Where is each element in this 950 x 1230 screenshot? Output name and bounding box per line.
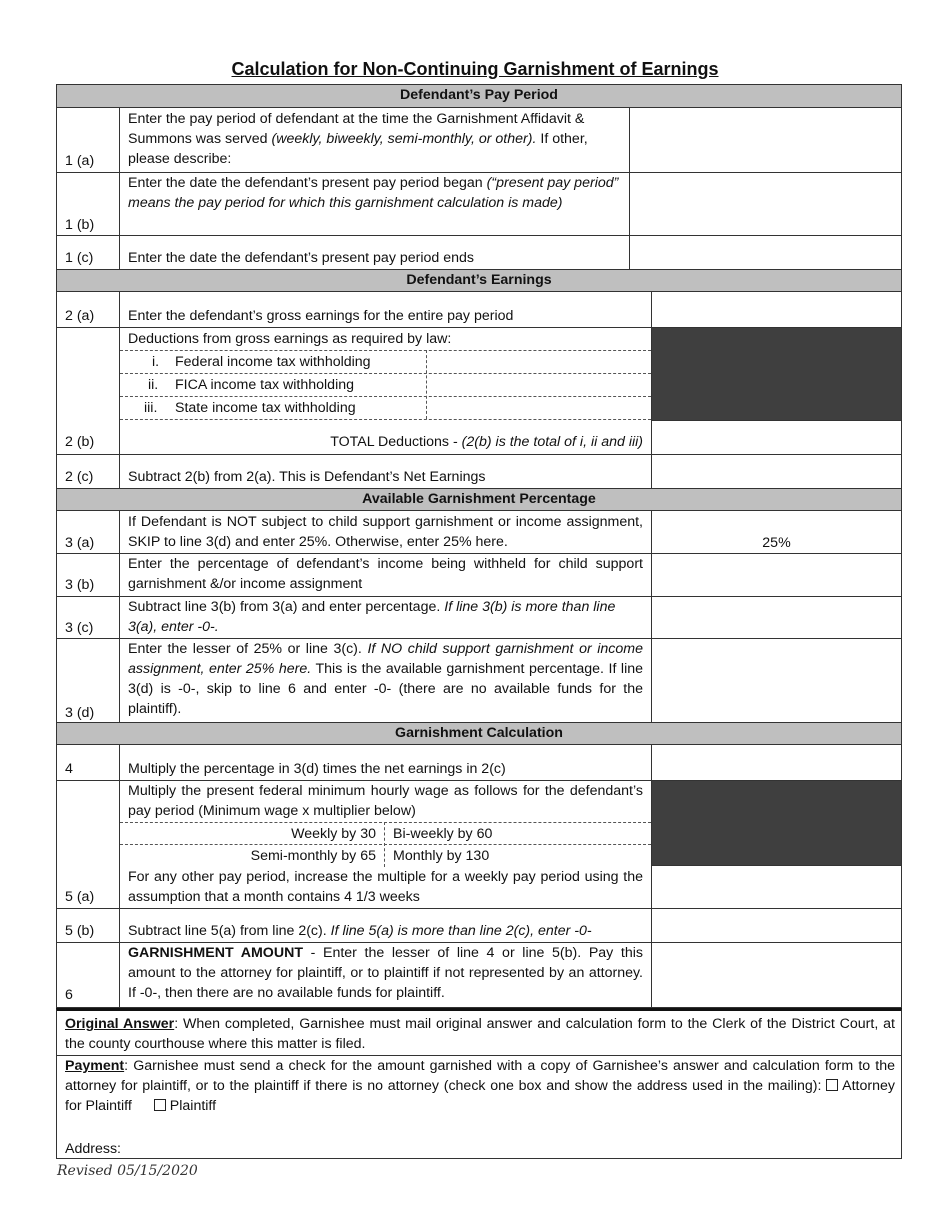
line-5b-answer[interactable] bbox=[652, 909, 901, 942]
section-calculation: Garnishment Calculation bbox=[57, 722, 901, 745]
shaded-cell bbox=[652, 781, 901, 865]
footer-instructions bbox=[56, 1008, 902, 1159]
line-3d-text: Enter the lesser of 25% or line 3(c). If NO child support garnishment or income assignment, enter 25% here. This is the available garnishment percentage. If line 3(d) is -0-, skip to line 6 and enter -0- (there are no available funds for the plaintiff). bbox=[128, 641, 644, 717]
plaintiff-option-label: Plaintiff bbox=[169, 1098, 217, 1114]
line-number: 3 (a) bbox=[65, 535, 95, 551]
semimonthly-multiplier: Semi-monthly by 65 bbox=[250, 848, 376, 864]
line-2b-text: TOTAL Deductions - (2(b) is the total of i, ii and iii) bbox=[330, 434, 643, 450]
line-4-answer[interactable] bbox=[652, 746, 901, 780]
line-3d-answer[interactable] bbox=[652, 639, 901, 722]
revised-date: Revised 05/15/2020 bbox=[57, 1163, 198, 1179]
deduction-fica-label: FICA income tax withholding bbox=[175, 377, 355, 393]
line-number: 6 bbox=[65, 987, 73, 1003]
line-6-text: GARNISHMENT AMOUNT - Enter the lesser of line 4 or line 5(b). Pay this amount to the attorney for plaintiff, or to plaintiff if not represented by an attorney. If -0-, then there are no available funds for plaintiff. bbox=[128, 945, 643, 1001]
line-3b-answer[interactable] bbox=[652, 554, 901, 596]
line-number: 1 (b) bbox=[65, 217, 95, 233]
attorney-option-label: Attorney for Plaintiff bbox=[65, 1078, 895, 1114]
line-2c-answer[interactable] bbox=[652, 455, 901, 488]
deductions-header: Deductions from gross earnings as required by law: bbox=[128, 331, 452, 347]
line-1a-answer[interactable] bbox=[630, 109, 901, 172]
deduction-state-answer[interactable] bbox=[427, 397, 651, 419]
line-2a-answer[interactable] bbox=[652, 293, 901, 327]
line-number: 2 (c) bbox=[65, 469, 94, 485]
line-number: 1 (c) bbox=[65, 250, 94, 266]
line-number: 1 (a) bbox=[65, 153, 95, 169]
section-pay-period: Defendant’s Pay Period bbox=[57, 85, 901, 108]
line-number: 4 bbox=[65, 761, 73, 777]
line-number: 5 (a) bbox=[65, 889, 95, 905]
deduction-federal-label: Federal income tax withholding bbox=[175, 354, 371, 370]
line-5a-answer[interactable] bbox=[652, 866, 901, 908]
line-5b-text: Subtract line 5(a) from line 2(c). If line 5(a) is more than line 2(c), enter -0- bbox=[128, 923, 592, 939]
line-number: 2 (b) bbox=[65, 434, 95, 450]
line-1c-answer[interactable] bbox=[630, 236, 901, 269]
line-2b-answer[interactable] bbox=[652, 421, 901, 454]
line-number: 2 (a) bbox=[65, 308, 95, 324]
deduction-roman: i. bbox=[152, 354, 160, 370]
line-1c-text: Enter the date the defendant’s present pay period ends bbox=[128, 250, 475, 266]
section-percentage: Available Garnishment Percentage bbox=[57, 488, 901, 511]
line-3c-text: Subtract line 3(b) from 3(a) and enter percentage. If line 3(b) is more than line 3(a), enter -0-. bbox=[128, 599, 616, 635]
attorney-checkbox[interactable] bbox=[826, 1079, 838, 1091]
line-4-text: Multiply the percentage in 3(d) times the net earnings in 2(c) bbox=[128, 761, 506, 777]
line-3a-answer[interactable]: 25% bbox=[762, 535, 791, 551]
deduction-fica-answer[interactable] bbox=[427, 374, 651, 396]
weekly-multiplier: Weekly by 30 bbox=[291, 826, 376, 842]
payment-paragraph: Payment: Garnishee must send a check for the amount garnished with a copy of Garnishee’s answer and calculation form to the attorney for plaintiff, or to the plaintiff if there is no attorney (check one box and show the address used in the mailing): Attorney for Plaintiff Plaintiff bbox=[65, 1058, 895, 1114]
deduction-state-label: State income tax withholding bbox=[175, 400, 356, 416]
deduction-federal-answer[interactable] bbox=[427, 351, 651, 373]
deduction-roman: ii. bbox=[148, 377, 159, 393]
line-5a-text-other: For any other pay period, increase the multiple for a weekly pay period using the assumption that a month contains 4 1/3 weeks bbox=[128, 869, 643, 905]
line-2c-text: Subtract 2(b) from 2(a). This is Defendant’s Net Earnings bbox=[128, 469, 486, 485]
line-5a-text: Multiply the present federal minimum hourly wage as follows for the defendant’s pay period (Minimum wage x multiplier below) bbox=[128, 783, 643, 819]
line-3b-text: Enter the percentage of defendant’s income being withheld for child support garnishment &/or income assignment bbox=[128, 556, 643, 592]
line-number: 5 (b) bbox=[65, 923, 95, 939]
line-3a-text: If Defendant is NOT subject to child support garnishment or income assignment, SKIP to line 3(d) and enter 25%. Otherwise, enter 25% here. bbox=[128, 514, 643, 550]
original-answer-paragraph: Original Answer: When completed, Garnishee must mail original answer and calculation form to the Clerk of the District Court, at the county courthouse where this matter is filed. bbox=[65, 1016, 895, 1052]
line-1a-text: Enter the pay period of defendant at the time the Garnishment Affidavit & Summons was served (weekly, biweekly, semi-monthly, or other). If other, please describe: bbox=[128, 111, 588, 167]
address-field[interactable] bbox=[137, 1137, 897, 1159]
line-number: 3 (c) bbox=[65, 620, 94, 636]
line-3c-answer[interactable] bbox=[652, 597, 901, 638]
line-2a-text: Enter the defendant’s gross earnings for the entire pay period bbox=[128, 308, 514, 324]
line-number: 3 (b) bbox=[65, 577, 95, 593]
biweekly-multiplier: Bi-weekly by 60 bbox=[393, 826, 493, 842]
page-title: Calculation for Non-Continuing Garnishment of Earnings bbox=[231, 59, 719, 79]
line-number: 3 (d) bbox=[65, 705, 95, 721]
shaded-cell bbox=[652, 328, 901, 420]
line-1b-answer[interactable] bbox=[630, 173, 901, 235]
line-1b-text: Enter the date the defendant’s present pay period began (“present pay period” means the pay period for which this garnishment calculation is made) bbox=[128, 175, 619, 211]
plaintiff-checkbox[interactable] bbox=[154, 1099, 166, 1111]
monthly-multiplier: Monthly by 130 bbox=[393, 848, 490, 864]
deduction-roman: iii. bbox=[144, 400, 158, 416]
garnishment-amount-answer[interactable] bbox=[652, 943, 901, 1006]
address-label: Address: bbox=[65, 1141, 121, 1157]
section-earnings: Defendant’s Earnings bbox=[57, 269, 901, 292]
calculation-form bbox=[56, 84, 902, 1008]
